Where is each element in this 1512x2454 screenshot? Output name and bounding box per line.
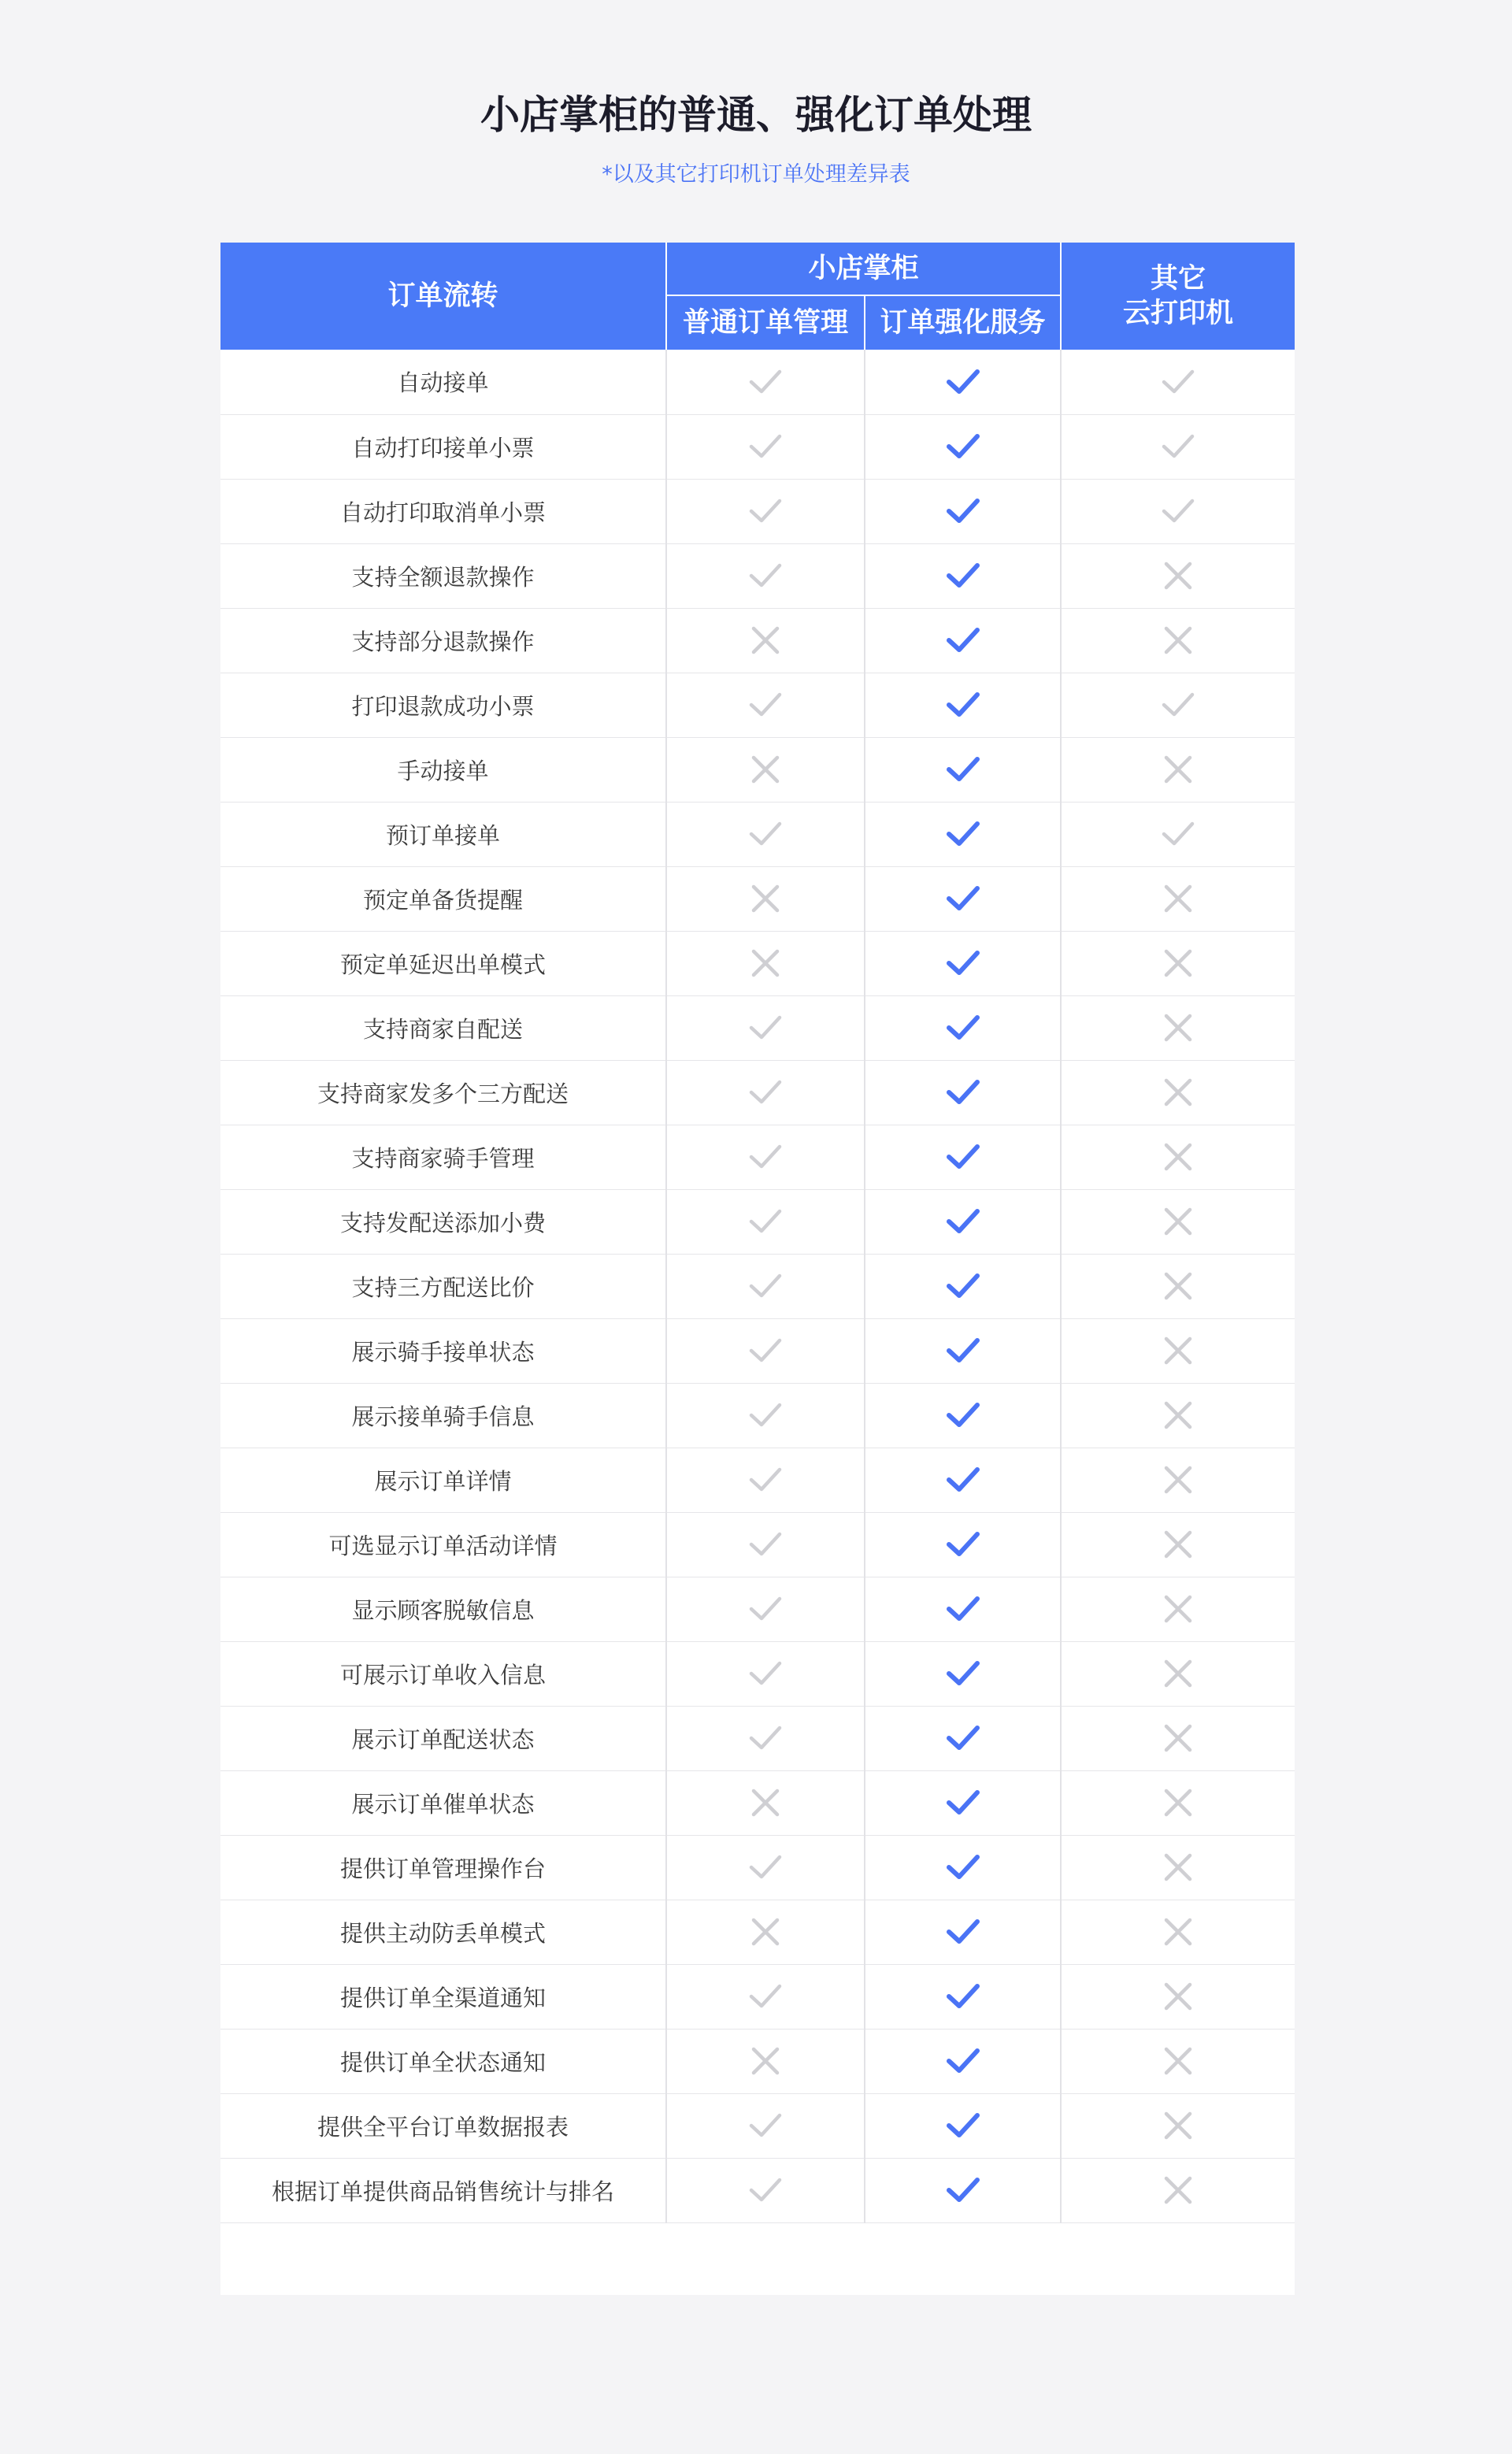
cell-other [1061,1383,1295,1448]
cell-normal [666,931,865,995]
header-enhanced: 订单强化服务 [865,295,1061,350]
cell-enhanced [865,1512,1061,1577]
table-row [220,414,1295,479]
table-row [220,1189,1295,1254]
check-icon [944,621,982,659]
check-icon [747,1461,784,1499]
check-icon [944,1655,982,1692]
check-icon [944,1073,982,1111]
table-row [220,543,1295,608]
cell-other [1061,931,1295,995]
feature-label: 提供主动防丢单模式 [220,1900,666,1964]
feature-label: 打印退款成功小票 [220,673,666,737]
feature-label: 支持商家骑手管理 [220,1125,666,1189]
cell-normal [666,802,865,866]
feature-label: 提供订单全渠道通知 [220,1964,666,2029]
cell-other [1061,673,1295,737]
cell-enhanced [865,1318,1061,1383]
cross-icon [1159,1913,1197,1951]
cell-normal [666,1383,865,1448]
feature-label: 可选显示订单活动详情 [220,1512,666,1577]
table-row [220,1964,1295,2029]
cell-normal [666,673,865,737]
check-icon [1159,686,1197,724]
cell-other [1061,1964,1295,2029]
cross-icon [1159,1590,1197,1628]
feature-label: 展示订单催单状态 [220,1770,666,1835]
cell-other [1061,543,1295,608]
table-row [220,1835,1295,1900]
check-icon [747,1396,784,1434]
cell-normal [666,995,865,1060]
check-icon [1159,428,1197,465]
cell-other [1061,1512,1295,1577]
check-icon [747,1332,784,1370]
cell-normal [666,1641,865,1706]
table-row [220,866,1295,931]
page-title: 小店掌柜的普通、强化订单处理 [480,92,1032,138]
cell-enhanced [865,2093,1061,2158]
cell-other [1061,1125,1295,1189]
check-icon [747,1719,784,1757]
cell-enhanced [865,1900,1061,1964]
cell-enhanced [865,608,1061,673]
check-icon [944,2042,982,2080]
check-icon [747,1590,784,1628]
check-icon [944,1784,982,1822]
cross-icon [1159,1396,1197,1434]
cross-icon [747,880,784,917]
table-row [220,1383,1295,1448]
table-row [220,2093,1295,2158]
cell-other [1061,414,1295,479]
feature-label: 自动接单 [220,350,666,414]
feature-label: 展示订单详情 [220,1448,666,1512]
table-row [220,1512,1295,1577]
check-icon [747,1978,784,2015]
table-row [220,1641,1295,1706]
cell-normal [666,479,865,543]
cross-icon [1159,1719,1197,1757]
check-icon [944,2107,982,2144]
feature-label: 预定单备货提醒 [220,866,666,931]
check-icon [944,1848,982,1886]
cross-icon [1159,1848,1197,1886]
check-icon [944,1203,982,1240]
cell-normal [666,1189,865,1254]
cell-enhanced [865,673,1061,737]
comparison-table [220,243,1295,2223]
cell-normal [666,1318,865,1383]
cell-other [1061,2029,1295,2093]
feature-label: 自动打印取消单小票 [220,479,666,543]
feature-label: 自动打印接单小票 [220,414,666,479]
check-icon [747,557,784,595]
cell-normal [666,1060,865,1125]
table-row [220,350,1295,414]
feature-label: 可展示订单收入信息 [220,1641,666,1706]
check-icon [944,815,982,853]
cell-enhanced [865,414,1061,479]
cross-icon [1159,621,1197,659]
cell-normal [666,1770,865,1835]
cell-enhanced [865,1060,1061,1125]
cell-other [1061,802,1295,866]
cell-other [1061,1706,1295,1770]
cell-normal [666,1577,865,1641]
check-icon [944,751,982,788]
table-row [220,737,1295,802]
table-row [220,1060,1295,1125]
cross-icon [1159,1203,1197,1240]
cell-normal [666,1448,865,1512]
check-icon [944,428,982,465]
check-icon [747,1138,784,1176]
comparison-card [220,243,1295,2295]
cell-other [1061,2158,1295,2222]
table-row [220,1125,1295,1189]
cross-icon [1159,2042,1197,2080]
cell-enhanced [865,802,1061,866]
check-icon [747,492,784,530]
check-icon [944,944,982,982]
cross-icon [1159,1461,1197,1499]
cell-enhanced [865,1964,1061,2029]
feature-label: 提供全平台订单数据报表 [220,2093,666,2158]
check-icon [747,1073,784,1111]
table-row [220,673,1295,737]
cross-icon [1159,751,1197,788]
check-icon [944,1461,982,1499]
cross-icon [1159,880,1197,917]
cell-normal [666,1706,865,1770]
check-icon [747,1203,784,1240]
cell-normal [666,1964,865,2029]
cell-normal [666,1512,865,1577]
cell-other [1061,2093,1295,2158]
cross-icon [1159,1073,1197,1111]
cell-enhanced [865,737,1061,802]
cell-enhanced [865,1770,1061,1835]
check-icon [944,1978,982,2015]
feature-label: 展示接单骑手信息 [220,1383,666,1448]
check-icon [944,363,982,401]
cross-icon [1159,1655,1197,1692]
cross-icon [747,1913,784,1951]
cell-other [1061,479,1295,543]
check-icon [747,1525,784,1563]
cell-normal [666,2093,865,2158]
check-icon [747,1009,784,1047]
cell-normal [666,350,865,414]
cell-normal [666,608,865,673]
cell-enhanced [865,931,1061,995]
check-icon [747,2171,784,2209]
check-icon [944,492,982,530]
table-row [220,479,1295,543]
cross-icon [1159,1784,1197,1822]
cell-enhanced [865,1383,1061,1448]
header-feature: 订单流转 [220,243,666,350]
cell-enhanced [865,2029,1061,2093]
table-row [220,1706,1295,1770]
feature-label: 展示订单配送状态 [220,1706,666,1770]
cell-normal [666,737,865,802]
check-icon [944,1913,982,1951]
cross-icon [1159,1267,1197,1305]
cell-enhanced [865,1641,1061,1706]
cell-other [1061,1641,1295,1706]
feature-label: 支持商家自配送 [220,995,666,1060]
check-icon [747,1655,784,1692]
table-row [220,1900,1295,1964]
cross-icon [747,1784,784,1822]
feature-label: 显示顾客脱敏信息 [220,1577,666,1641]
table-row [220,802,1295,866]
table-row [220,1254,1295,1318]
header-other-printer [1061,243,1295,350]
feature-label: 提供订单全状态通知 [220,2029,666,2093]
check-icon [747,2107,784,2144]
cross-icon [1159,1525,1197,1563]
feature-label: 支持部分退款操作 [220,608,666,673]
cell-normal [666,1835,865,1900]
feature-label: 根据订单提供商品销售统计与排名 [220,2158,666,2222]
cell-enhanced [865,1254,1061,1318]
cell-enhanced [865,866,1061,931]
check-icon [944,1396,982,1434]
check-icon [944,1525,982,1563]
cell-enhanced [865,1448,1061,1512]
check-icon [747,1267,784,1305]
check-icon [944,1267,982,1305]
check-icon [944,1009,982,1047]
header-other-line1: 其它 [1151,263,1206,295]
check-icon [944,1590,982,1628]
cross-icon [1159,2107,1197,2144]
cell-other [1061,737,1295,802]
check-icon [747,428,784,465]
cross-icon [1159,1978,1197,2015]
cross-icon [1159,1332,1197,1370]
check-icon [944,686,982,724]
cell-other [1061,1770,1295,1835]
cell-other [1061,608,1295,673]
cell-other [1061,1835,1295,1900]
cell-normal [666,414,865,479]
cross-icon [1159,1138,1197,1176]
feature-label: 支持全额退款操作 [220,543,666,608]
cell-normal [666,2029,865,2093]
cross-icon [1159,2171,1197,2209]
check-icon [747,815,784,853]
check-icon [944,1332,982,1370]
feature-label: 预订单接单 [220,802,666,866]
header-normal: 普通订单管理 [666,295,865,350]
cell-normal [666,1900,865,1964]
table-row [220,1770,1295,1835]
cross-icon [1159,944,1197,982]
cross-icon [1159,1009,1197,1047]
check-icon [944,1138,982,1176]
check-icon [1159,815,1197,853]
table-row [220,995,1295,1060]
check-icon [747,1848,784,1886]
cell-enhanced [865,2158,1061,2222]
table-row [220,1577,1295,1641]
cell-enhanced [865,479,1061,543]
table-row [220,1318,1295,1383]
feature-label: 支持三方配送比价 [220,1254,666,1318]
check-icon [944,2171,982,2209]
check-icon [1159,363,1197,401]
cell-enhanced [865,1189,1061,1254]
table-row [220,1448,1295,1512]
feature-label: 支持商家发多个三方配送 [220,1060,666,1125]
cell-enhanced [865,1835,1061,1900]
cell-other [1061,995,1295,1060]
check-icon [944,557,982,595]
table-row [220,931,1295,995]
feature-label: 展示骑手接单状态 [220,1318,666,1383]
page-subtitle: *以及其它打印机订单处理差异表 [602,162,910,187]
cell-other [1061,866,1295,931]
cell-enhanced [865,1125,1061,1189]
check-icon [747,363,784,401]
check-icon [1159,492,1197,530]
feature-label: 支持发配送添加小费 [220,1189,666,1254]
cross-icon [747,2042,784,2080]
cross-icon [747,944,784,982]
table-row [220,2029,1295,2093]
cross-icon [747,751,784,788]
cell-normal [666,2158,865,2222]
cell-normal [666,1125,865,1189]
cell-normal [666,1254,865,1318]
check-icon [944,880,982,917]
cell-other [1061,1254,1295,1318]
feature-label: 手动接单 [220,737,666,802]
cell-enhanced [865,1577,1061,1641]
cell-other [1061,1189,1295,1254]
cell-enhanced [865,350,1061,414]
table-row [220,608,1295,673]
cell-enhanced [865,543,1061,608]
cell-other [1061,350,1295,414]
header-group-xiaodian: 小店掌柜 [666,243,1061,295]
cell-other [1061,1448,1295,1512]
cell-other [1061,1060,1295,1125]
cell-enhanced [865,1706,1061,1770]
cell-normal [666,866,865,931]
check-icon [747,686,784,724]
feature-label: 预定单延迟出单模式 [220,931,666,995]
cross-icon [1159,557,1197,595]
cell-normal [666,543,865,608]
feature-label: 提供订单管理操作台 [220,1835,666,1900]
check-icon [944,1719,982,1757]
cell-other [1061,1318,1295,1383]
cell-other [1061,1900,1295,1964]
header-other-line2: 云打印机 [1123,298,1234,329]
table-row [220,2158,1295,2222]
cell-enhanced [865,995,1061,1060]
cross-icon [747,621,784,659]
cell-other [1061,1577,1295,1641]
